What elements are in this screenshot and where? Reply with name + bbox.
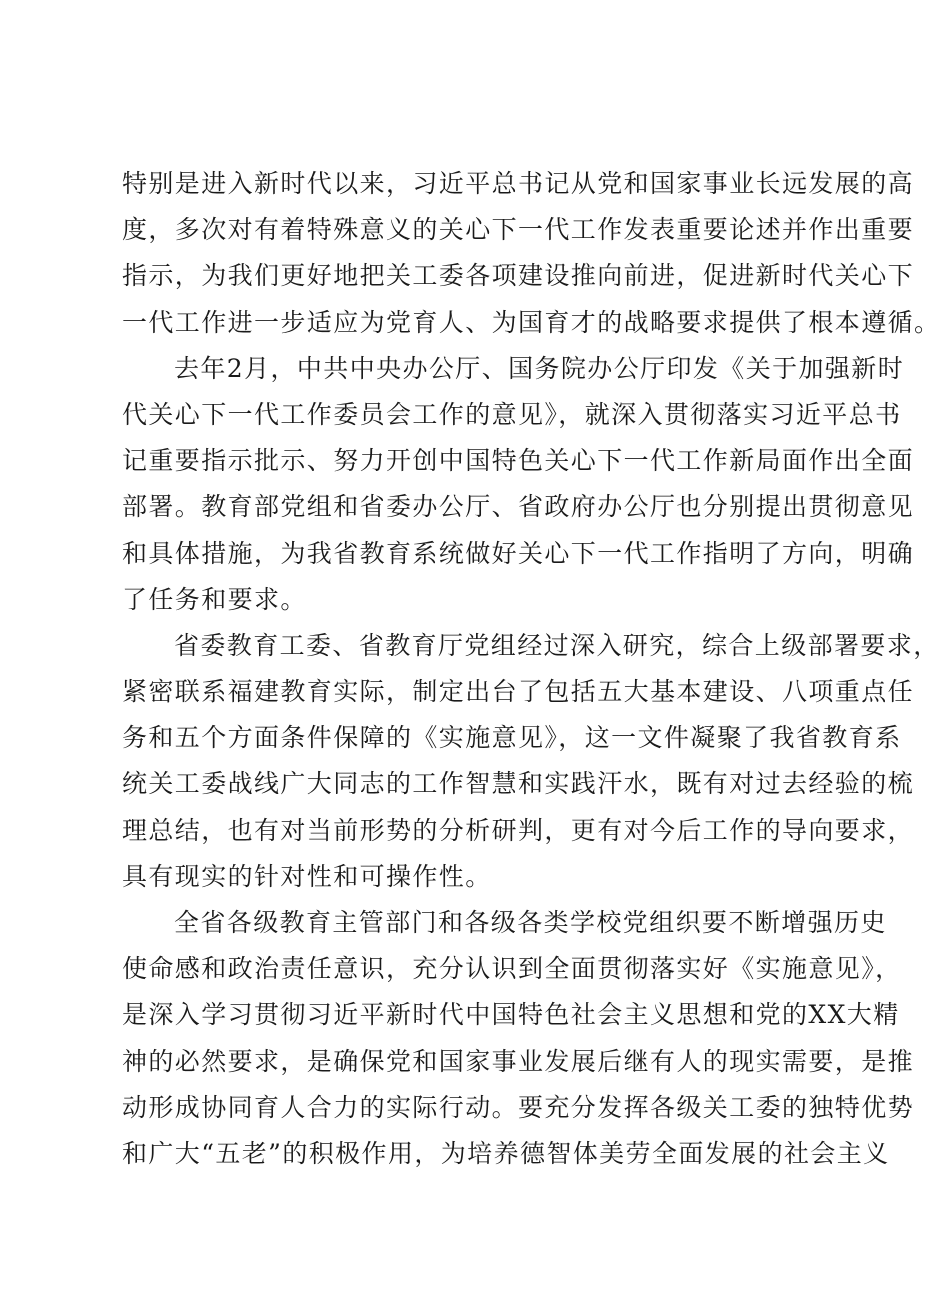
text-line: 务和五个方面条件保障的《实施意见》，这一文件凝聚了我省教育系 <box>122 723 902 753</box>
text-line: 记重要指示批示、努力开创中国特色关心下一代工作新局面作出全面 <box>122 446 915 476</box>
text-line: 和广大“五老”的积极作用，为培养德智体美劳全面发展的社会主义 <box>122 1138 890 1168</box>
paragraph-4 <box>122 900 915 1177</box>
text-line: 统关工委战线广大同志的工作智慧和实践汗水，既有对过去经验的梳 <box>122 769 915 799</box>
text-line: 指示，为我们更好地把关工委各项建设推向前进，促进新时代关心下 <box>122 261 915 291</box>
text-line: 省委教育工委、省教育厅党组经过深入研究，综合上级部署要求， <box>174 630 940 660</box>
text-line: 度，多次对有着特殊意义的关心下一代工作发表重要论述并作出重要 <box>122 215 915 245</box>
text-line: 了任务和要求。 <box>122 584 307 614</box>
text-line: 去年2月，中共中央办公厅、国务院办公厅印发《关于加强新时 <box>174 353 905 383</box>
text-line: 一代工作进一步适应为党育人、为国育才的战略要求提供了根本遵循。 <box>122 307 940 337</box>
text-line: 代关心下一代工作委员会工作的意见》，就深入贯彻落实习近平总书 <box>122 399 902 429</box>
text-line: 紧密联系福建教育实际，制定出台了包括五大基本建设、八项重点任 <box>122 677 915 707</box>
paragraph-1 <box>122 161 940 346</box>
document-body <box>122 161 940 1177</box>
text-line: 神的必然要求，是确保党和国家事业发展后继有人的现实需要，是推 <box>122 1046 915 1076</box>
text-line: 全省各级教育主管部门和各级各类学校党组织要不断增强历史 <box>174 908 887 937</box>
paragraph-3 <box>122 623 940 900</box>
text-line: 具有现实的针对性和可操作性。 <box>122 861 492 891</box>
text-line: 和具体措施，为我省教育系统做好关心下一代工作指明了方向，明确 <box>122 538 915 568</box>
text-line: 部署。教育部党组和省委办公厅、省政府办公厅也分别提出贯彻意见 <box>122 492 915 522</box>
text-line: 特别是进入新时代以来，习近平总书记从党和国家事业长远发展的高 <box>122 169 915 198</box>
text-line: 使命感和政治责任意识，充分认识到全面贯彻落实好《实施意见》， <box>122 954 902 984</box>
text-line: 动形成协同育人合力的实际行动。要充分发挥各级关工委的独特优势 <box>122 1092 915 1122</box>
text-line: 理总结，也有对当前形势的分析研判，更有对今后工作的导向要求， <box>122 815 915 845</box>
paragraph-2 <box>122 346 915 623</box>
text-line: 是深入学习贯彻习近平新时代中国特色社会主义思想和党的XX大精 <box>122 1000 900 1030</box>
